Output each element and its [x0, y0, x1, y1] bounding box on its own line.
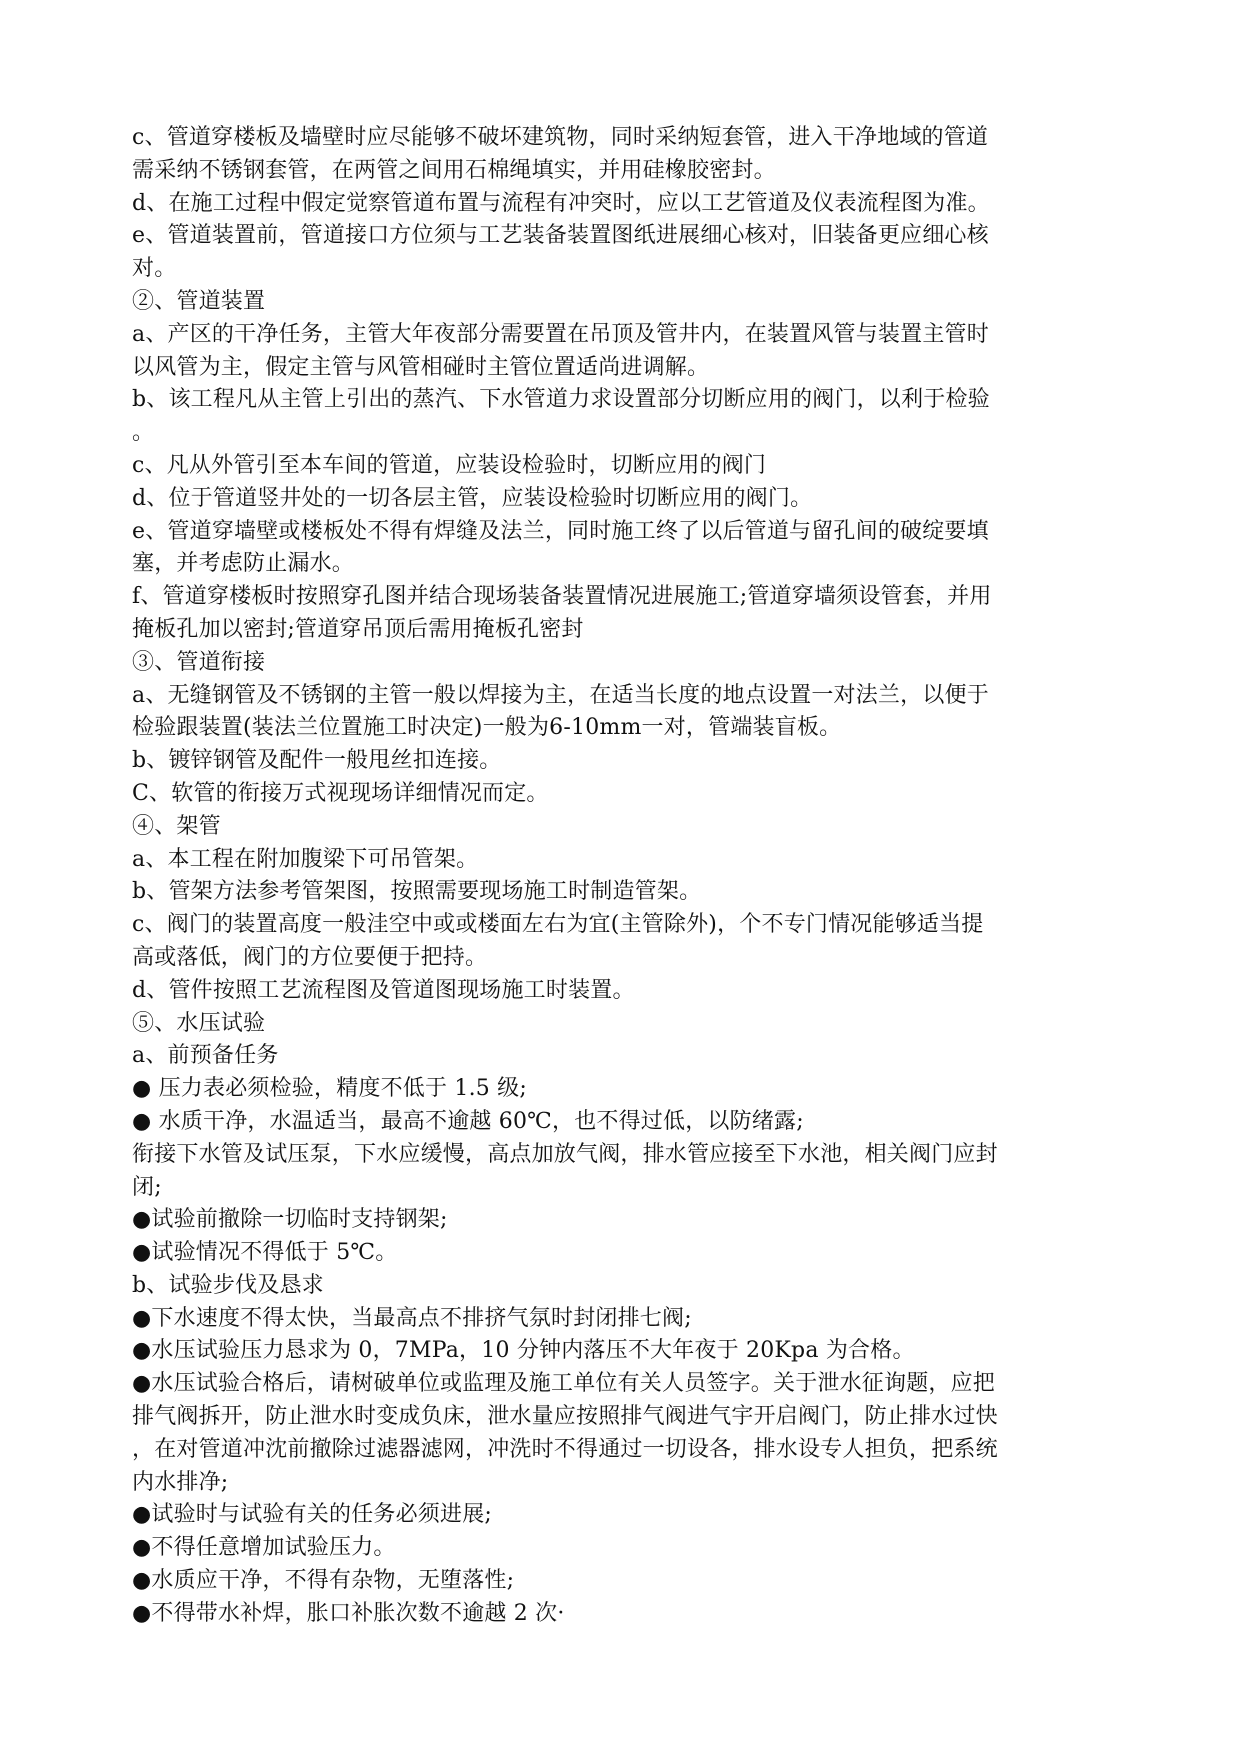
section-heading: ⑤、水压试验: [132, 1010, 266, 1036]
text-line: 掩板孔加以密封;管道穿吊顶后需用掩板孔密封: [132, 616, 584, 642]
text-line: c、凡从外管引至本车间的管道，应装设检验时，切断应用的阀门: [132, 452, 767, 478]
text-line: b、镀锌钢管及配件一般甩丝扣连接。: [132, 748, 502, 774]
bullet-line: ●水压试验合格后，请树破单位或监理及施工单位有关人员签字。关于泄水征询题，应把: [132, 1371, 995, 1397]
bullet-line: ●水质应干净，不得有杂物，无堕落性;: [132, 1568, 515, 1594]
text-line: ，在对管道冲沈前撤除过滤器滤网，冲洗时不得通过一切设各，排水设专人担负，把系统: [132, 1436, 998, 1462]
bullet-line: ●试验前撤除一切临时支持钢架;: [132, 1207, 448, 1233]
text-line: a、无缝钢管及不锈钢的主管一般以焊接为主，在适当长度的地点设置一对法兰，以便于: [132, 682, 989, 708]
bullet-line: ●试验时与试验有关的任务必须进展;: [132, 1502, 493, 1528]
text-line: a、产区的干净任务，主管大年夜部分需要置在吊顶及管井内，在装置风管与装置主管时: [132, 321, 989, 347]
bullet-line: ●不得任意增加试验压力。: [132, 1535, 396, 1561]
text-line: d、位于管道竖井处的一切各层主管，应装设检验时切断应用的阀门。: [132, 485, 813, 511]
section-heading: ④、架管: [132, 813, 221, 839]
text-line: e、管道穿墙壁或楼板处不得有焊缝及法兰，同时施工终了以后管道与留孔间的破绽要填: [132, 518, 989, 544]
text-line: 塞，并考虑防止漏水。: [132, 551, 355, 577]
text-line: a、本工程在附加腹梁下可吊管架。: [132, 846, 479, 872]
bullet-line: ●水压试验压力恳求为 0，7MPa，10 分钟内落压不大年夜于 20Kpa 为合格。: [132, 1338, 915, 1364]
text-line: 以风管为主，假定主管与风管相碰时主管位置适尚进调解。: [132, 354, 710, 380]
text-line: c、管道穿楼板及墙壁时应尽能够不破坏建筑物，同时采纳短套管，进入干净地域的管道: [132, 125, 989, 150]
text-line: d、在施工过程中假定觉察管道布置与流程有冲突时，应以工艺管道及仪表流程图为准。: [132, 190, 990, 216]
text-line: 闭;: [132, 1174, 162, 1200]
text-line: e、管道装置前，管道接口方位须与工艺装备装置图纸进展细心核对，旧装备更应细心核: [132, 223, 989, 249]
bullet-line: ●不得带水补焊，胀口补胀次数不逾越 2 次·: [132, 1600, 565, 1626]
bullet-line: ● 压力表必须检验，精度不低于 1.5 级;: [132, 1076, 527, 1102]
text-line: f、管道穿楼板时按照穿孔图并结合现场装备装置情况进展施工;管道穿墙须设管套，并用: [132, 584, 992, 610]
text-line: 排气阀拆开，防止泄水时变成负床，泄水量应按照排气阀进气宇开启阀门，防止排水过快: [132, 1404, 998, 1430]
text-line: 内水排净;: [132, 1469, 229, 1495]
bullet-line: ● 水质干净，水温适当，最高不逾越 60℃，也不得过低，以防绪露;: [132, 1108, 804, 1134]
text-line: 高或落低，阀门的方位要便于把持。: [132, 944, 488, 970]
text-line: C、软管的衔接万式视现场详细情况而定。: [132, 780, 549, 806]
text-line: a、前预备任务: [132, 1043, 279, 1069]
text-line: 衔接下水管及试压泵，下水应缓慢，高点加放气阀，排水管应接至下水池，相关阀门应封: [132, 1141, 998, 1167]
text-line: b、管架方法参考管架图，按照需要现场施工时制造管架。: [132, 879, 702, 905]
section-heading: ②、管道装置: [132, 288, 266, 314]
section-heading: ③、管道衔接: [132, 649, 266, 675]
text-line: d、管件按照工艺流程图及管道图现场施工时装置。: [132, 977, 635, 1003]
text-line: 需采纳不锈钢套管，在两管之间用石棉绳填实，并用硅橡胶密封。: [132, 157, 776, 183]
text-line: 。: [132, 420, 155, 446]
text-line: b、试验步伐及恳求: [132, 1272, 324, 1298]
bullet-line: ●试验情况不得低于 5℃。: [132, 1240, 398, 1266]
text-line: c、阀门的装置高度一般洼空中或或楼面左右为宜(主管除外)，个不专门情况能够适当提: [132, 912, 984, 938]
text-line: 检验跟装置(装法兰位置施工时决定)一般为6-10mm一对，管端装盲板。: [132, 715, 842, 741]
text-line: 对。: [132, 256, 177, 282]
bullet-line: ●下水速度不得太快，当最高点不排挤气氛时封闭排七阀;: [132, 1305, 692, 1331]
document-body: [132, 122, 1120, 1631]
text-line: b、该工程凡从主管上引出的蒸汽、下水管道力求设置部分切断应用的阀门，以利于检验: [132, 387, 990, 413]
